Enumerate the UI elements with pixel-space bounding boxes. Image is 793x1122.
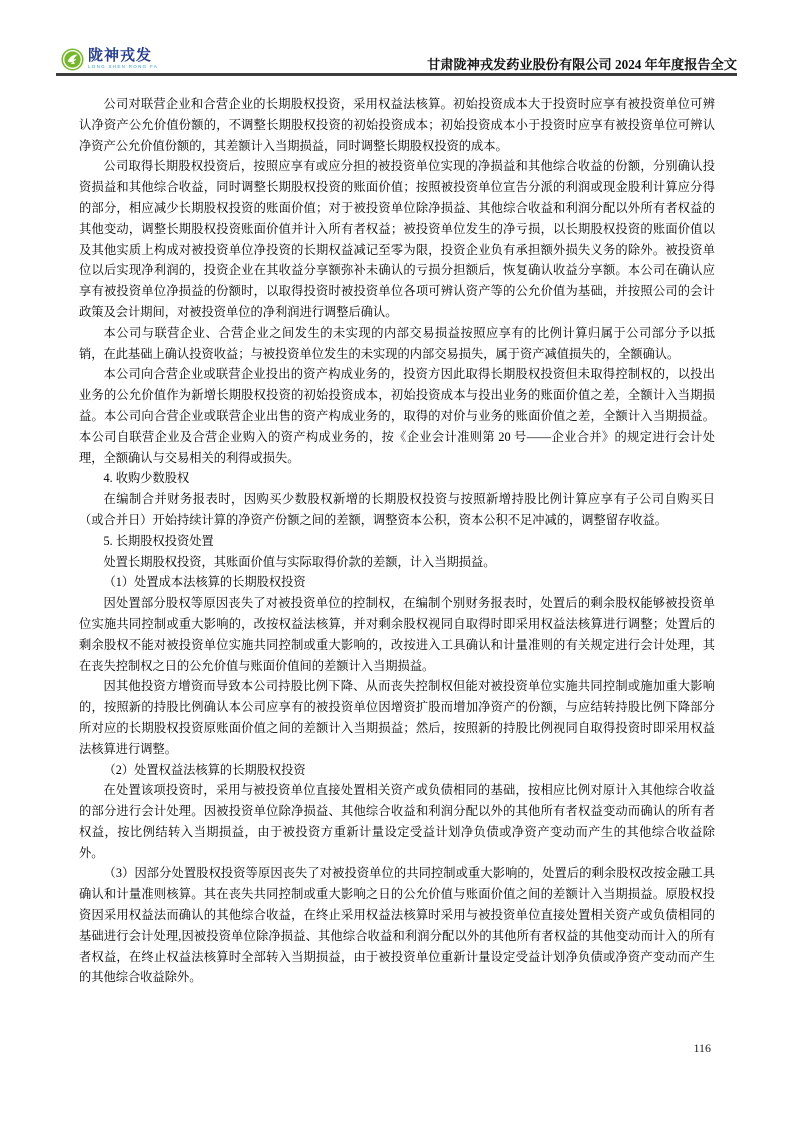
paragraph-equity-method-initial-cost: 公司对联营企业和合营企业的长期股权投资，采用权益法核算。初始投资成本大于投资时应享有被投资单位可辨认净资产公允价值份额的，不调整长期股权投资的初始投资成本；初始投资成本小于投资时应享有被投资单位可辨认净资产公允价值份额的，其差额计入当期损益，同时调整长期股权投资的成本。 bbox=[79, 97, 715, 153]
logo-text bbox=[88, 48, 158, 70]
paragraph-loss-of-joint-control: （3）因部分处置股权投资等原因丧失了对被投资单位的共同控制或重大影响的，处置后的剩余股权改按金融工具确认和计量准则核算。其在丧失共同控制或重大影响之日的公允价值与账面价值之间的差额计入当期损益。原股权投资因采用权益法而确认的其他综合收益，在终止采用权益法核算时采用与被投资单位直接处置相关资产或负债相同的基础进行会计处理,因被投资单位除净损益、其他综合收益和利润分配以外的其他所有者权益的其他变动而计入的所有者权益，在终止权益法核算时全部转入当期损益，由于被投资单位重新计量设定受益计划净负债或净资产变动而产生的其他综合收益除外。 bbox=[79, 866, 715, 985]
document-body bbox=[79, 94, 715, 988]
paragraph-contributed-assets-business: 本公司向合营企业或联营企业投出的资产构成业务的，投资方因此取得长期股权投资但未取得控制权的，以投出业务的公允价值作为新增长期股权投资的初始投资成本，初始投资成本与投出业务的账面价值之差，全额计入当期损益。本公司向合营企业或联营企业出售的资产构成业务的，取得的对价与业务的账面价值之差，全额计入当期损益。本公司自联营企业及合营企业购入的资产构成业务的，按《企业会计准则第 20 号——企业合并》的规定进行会计处理，全额确认与交易相关的利得或损失。 bbox=[79, 367, 715, 465]
paragraph-loss-of-control-disposal: 因处置部分股权等原因丧失了对被投资单位的控制权，在编制个别财务报表时，处置后的剩余股权能够被投资单位实施共同控制或重大影响的，改按权益法核算，并对剩余股权视同自取得时即采用权益法核算进行调整；处置后的剩余股权不能对被投资单位实施共同控制或重大影响的，改按进入工具确认和计量准则的有关规定进行会计处理，其在丧失控制权之日的公允价值与账面价值间的差额计入当期损益。 bbox=[79, 596, 715, 673]
paragraph-minority-equity-treatment: 在编制合并财务报表时，因购买少数股权新增的长期股权投资与按照新增持股比例计算应享有子公司自购买日（或合并日）开始持续计算的净资产份额之间的差额，调整资本公积，资本公积不足冲减的，调整留存收益。 bbox=[79, 492, 715, 527]
heading-disposal-equity-method: （2）处置权益法核算的长期股权投资 bbox=[103, 762, 306, 777]
longshen-logo-icon bbox=[61, 48, 84, 71]
heading-disposal-long-term-equity: 5. 长期股权投资处置 bbox=[103, 533, 214, 548]
paragraph-post-acquisition-adjustments: 公司取得长期股权投资后，按照应享有或应分担的被投资单位实现的净损益和其他综合收益的份额，分别确认投资损益和其他综合收益，同时调整长期股权投资的账面价值；按照被投资单位宣告分派的利润或现金股利计算应分得的部分，相应减少长期股权投资的账面价值；对于被投资单位除净损益、其他综合收益和利润分配以外所有者权益的其他变动，调整长期股权投资账面价值并计入所有者权益；被投资单位发生的净亏损，以长期股权投资的账面价值以及其他实质上构成对被投资单位净投资的长期权益减记至零为限，投资企业负有承担额外损失义务的除外。被投资单位以后实现净利润的，投资企业在其收益分享额弥补未确认的亏损分担额后，恢复确认收益分享额。本公司在确认应享有被投资单位净损益的份额时，以取得投资时被投资单位各项可辨认资产等的公允价值为基础，并按照公司的会计政策及会计期间，对被投资单位的净利润进行调整后确认。 bbox=[79, 159, 715, 319]
company-logo bbox=[61, 48, 158, 71]
report-title: 甘肃陇神戎发药业股份有限公司 2024 年年度报告全文 bbox=[427, 57, 737, 72]
paragraph-equity-method-disposal-oci: 在处置该项投资时，采用与被投资单位直接处置相关资产或负债相同的基础，按相应比例对原计入其他综合收益的部分进行会计处理。因被投资单位除净损益、其他综合收益和利润分配以外的其他所有者权益变动而确认的所有者权益，按比例结转入当期损益，由于被投资方重新计量设定受益计划净负债或净资产变动而产生的其他综合收益除外。 bbox=[79, 783, 715, 860]
header-divider bbox=[56, 73, 737, 76]
page-number: 116 bbox=[693, 1041, 711, 1055]
paragraph-disposal-difference: 处置长期股权投资，其账面价值与实际取得价款的差额，计入当期损益。 bbox=[103, 554, 496, 569]
heading-disposal-cost-method: （1）处置成本法核算的长期股权投资 bbox=[103, 575, 306, 590]
paragraph-dilution-by-other-investors: 因其他投资方增资而导致本公司持股比例下降、从而丧失控制权但能对被投资单位实施共同控制或施加重大影响的，按照新的持股比例确认本公司应享有的被投资单位因增资扩股而增加净资产的份额，与应结转持股比例下降部分所对应的长期股权投资原账面价值之间的差额计入当期损益；然后，按照新的持股比例视同自取得投资时即采用权益法核算进行调整。 bbox=[79, 679, 715, 756]
paragraph-unrealized-internal-transactions: 本公司与联营企业、合营企业之间发生的未实现的内部交易损益按照应享有的比例计算归属于公司部分予以抵销，在此基础上确认投资收益；与被投资单位发生的未实现的内部交易损失，属于资产减值损失的，全额确认。 bbox=[79, 325, 715, 361]
heading-acquire-minority-equity: 4. 收购少数股权 bbox=[103, 471, 190, 486]
logo-company-name-cn: 陇神戎发 bbox=[88, 47, 153, 64]
logo-company-name-en: LONG SHEN RONG FA bbox=[88, 64, 159, 69]
